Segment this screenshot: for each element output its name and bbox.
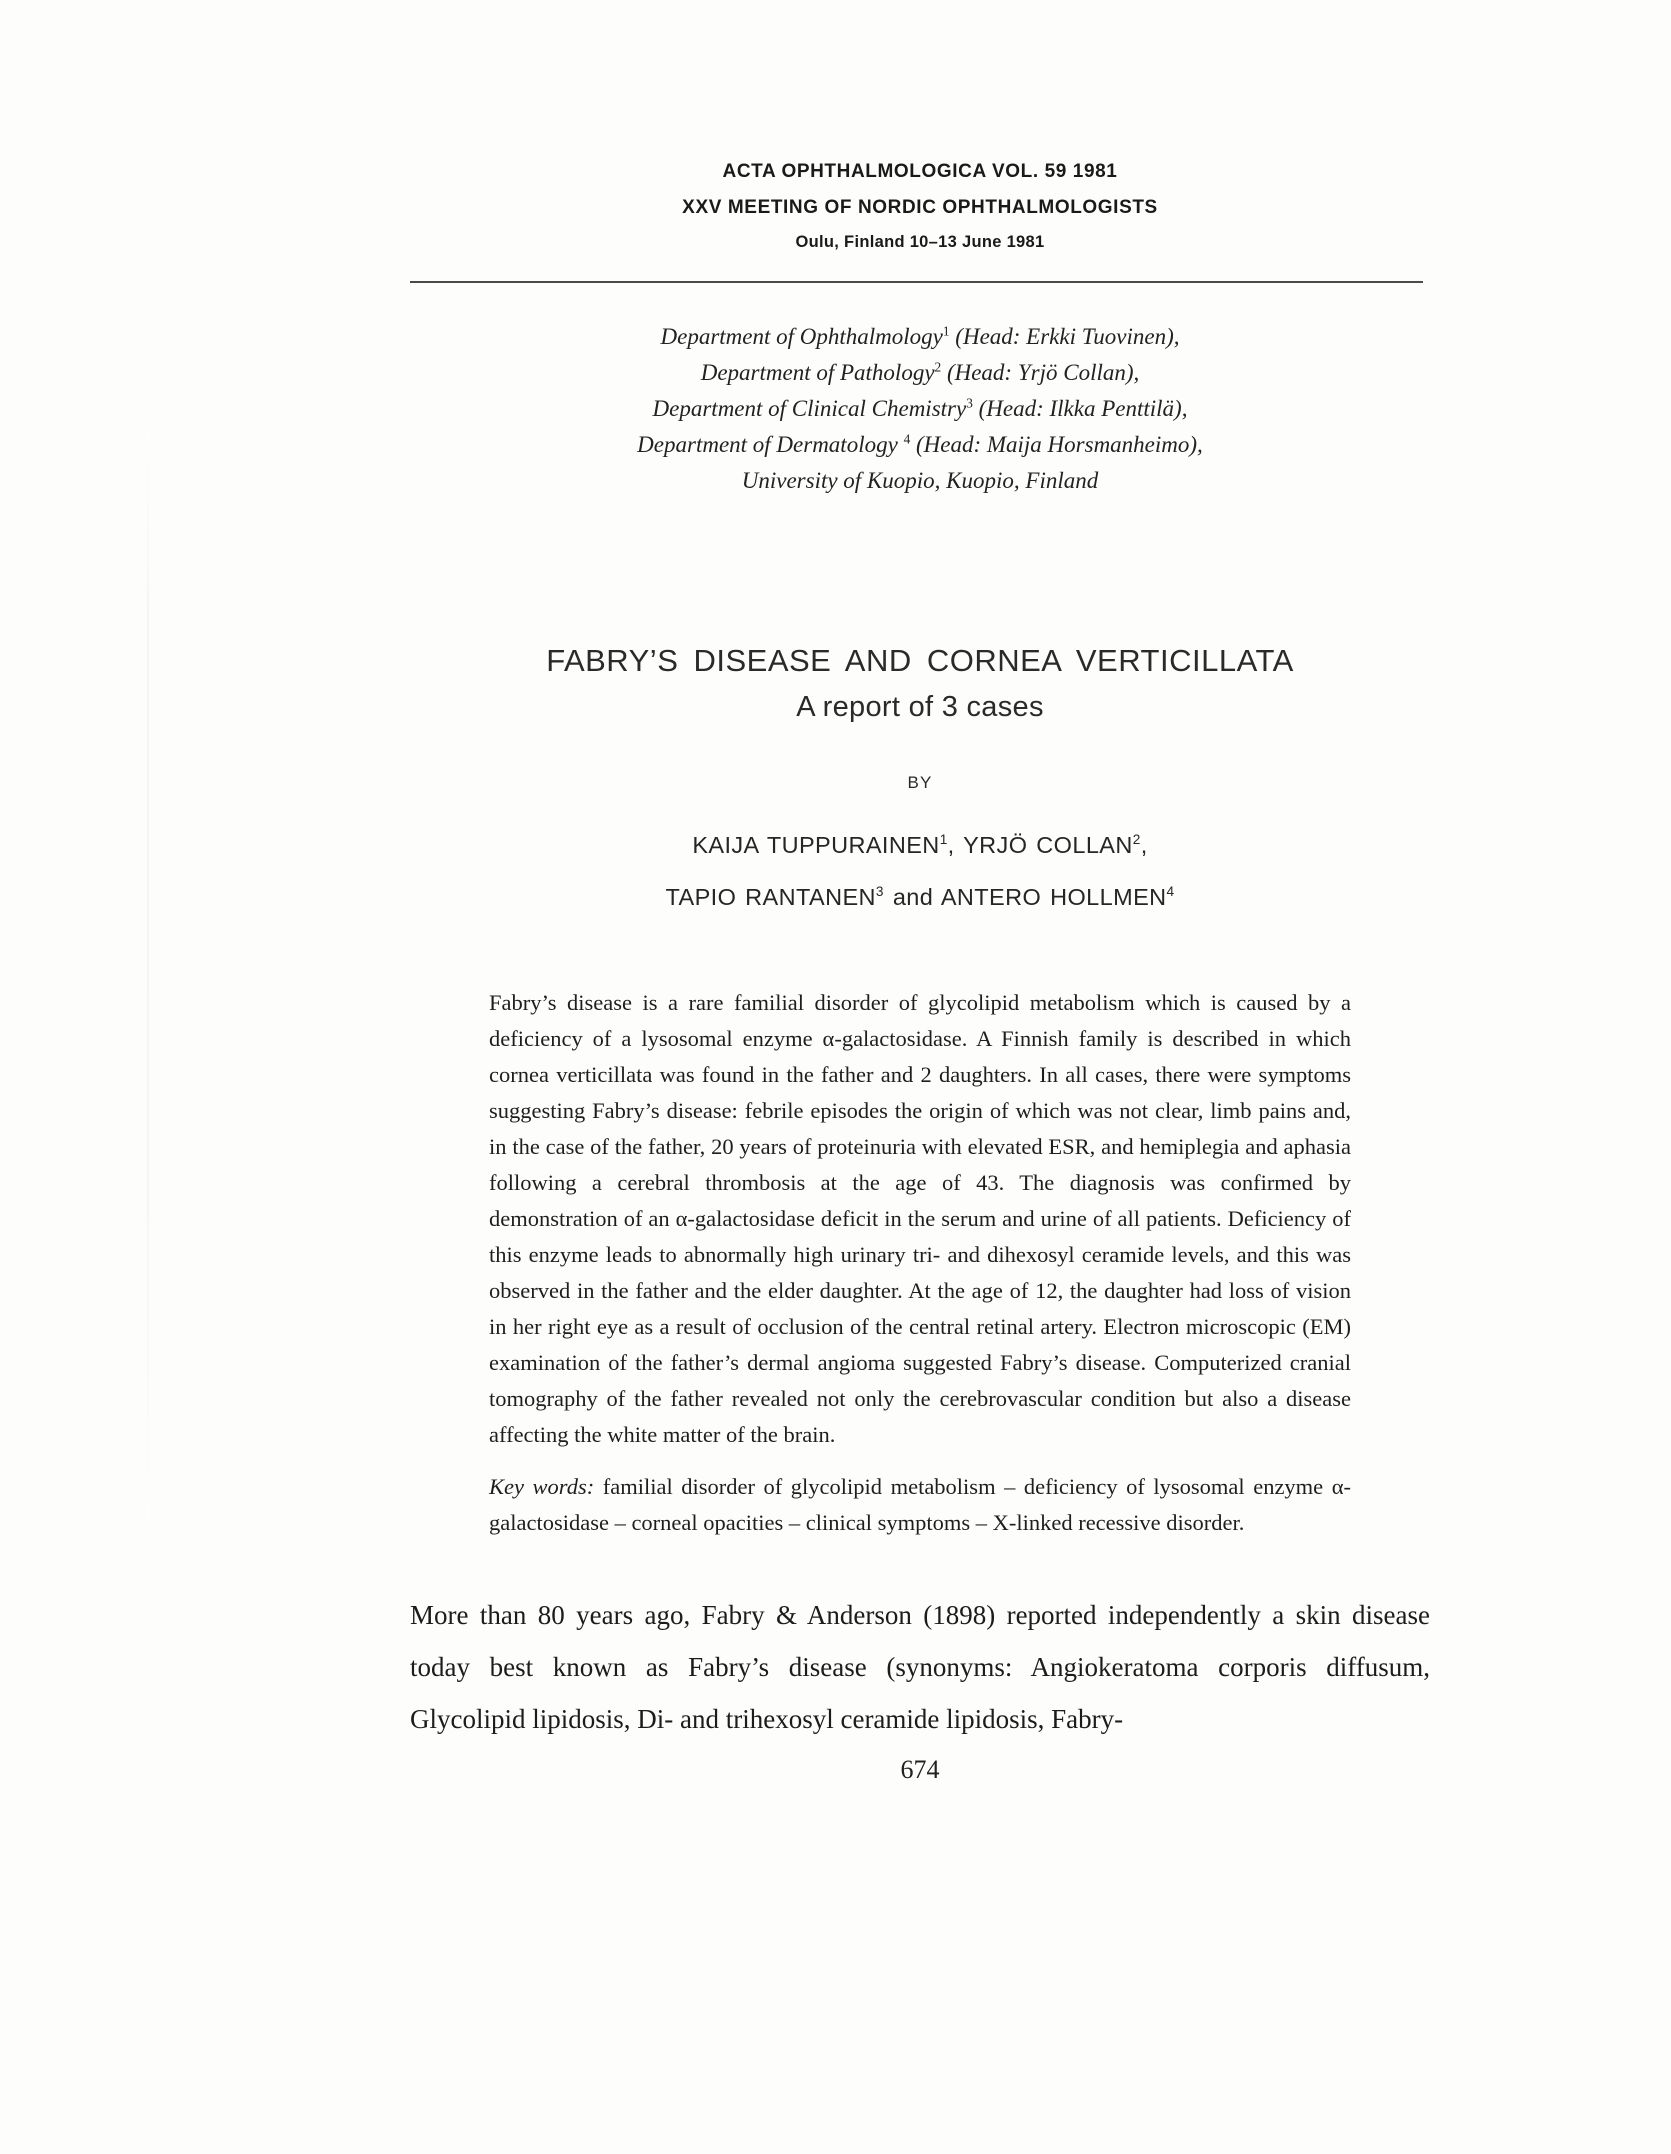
keywords-label: Key words:: [489, 1473, 595, 1499]
journal-title-line: ACTA OPHTHALMOLOGICA VOL. 59 1981: [722, 161, 1118, 182]
author-line: [410, 871, 1430, 923]
meeting-title-line: XXV MEETING OF NORDIC OPHTHALMOLOGISTS: [682, 197, 1158, 218]
affiliation-superscript: 1: [942, 322, 950, 338]
affiliation-head-text: (Head: Erkki Tuovinen),: [949, 323, 1180, 349]
author-line: [410, 819, 1430, 871]
author-superscript: 4: [1166, 883, 1175, 899]
author-superscript: 2: [1132, 831, 1141, 847]
author-line-tail: ,: [1140, 831, 1148, 858]
header-divider-rule: [410, 281, 1423, 283]
affiliation-superscript: 3: [966, 394, 973, 410]
journal-header: [410, 162, 1430, 251]
affiliation-line-university: [410, 463, 1430, 499]
affiliation-head-text: (Head: Yrjö Collan),: [941, 359, 1140, 385]
affiliation-text: Department of Ophthalmology: [660, 323, 943, 349]
article-subtitle: A report of 3 cases: [796, 690, 1044, 723]
affiliation-text: Department of Pathology: [700, 359, 935, 385]
author-name: TAPIO RANTANEN: [665, 883, 876, 910]
keywords-paragraph: [489, 1469, 1351, 1541]
abstract-paragraph: Fabry’s disease is a rare familial disorder of glycolipid metabolism which is caused by a deficiency of a lysosomal enzyme α-galactosidase. A Finnish family is described in which cornea verticillata was found in the father and 2 daughters. In all cases, there were symptoms suggesting Fabry’s disease: febrile episodes the origin of which was not clear, limb pains and, in the case of the father, 20 years of proteinuria with elevated ESR, and hemiplegia and aphasia following a cerebral thrombosis at the age of 43. The diagnosis was confirmed by demonstration of an α-galactosidase deficit in the serum and urine of all patients. Deficiency of this enzyme leads to abnormally high urinary tri- and dihexosyl ceramide levels, and this was observed in the father and the elder daughter. At the age of 12, the daughter had loss of vision in her right eye as a result of occlusion of the central retinal artery. Electron microscopic (EM) examination of the father’s dermal angioma suggested Fabry’s disease. Computerized cranial tomography of the father revealed not only the cerebrovascular condition but also a disease affecting the white matter of the brain.: [489, 989, 1351, 1447]
page-number: 674: [900, 1754, 940, 1784]
content-column: [410, 162, 1430, 1785]
author-name: and ANTERO HOLLMEN: [883, 883, 1167, 910]
author-name: KAIJA TUPPURAINEN: [692, 831, 940, 858]
meeting-location-date-line: Oulu, Finland 10–13 June 1981: [795, 233, 1045, 251]
affiliation-superscript: 2: [934, 358, 942, 374]
affiliation-text: Department of Clinical Chemistry: [652, 395, 967, 421]
affiliation-head-text: (Head: Ilkka Penttilä),: [972, 395, 1188, 421]
affiliation-text: University of Kuopio, Kuopio, Finland: [741, 467, 1099, 493]
affiliation-line: [410, 355, 1430, 391]
affiliation-line: [410, 427, 1430, 463]
authors-block: [410, 819, 1430, 923]
keywords-text: familial disorder of glycolipid metabolism – deficiency of lysosomal enzyme α-galactosidase – corneal opacities – clinical symptoms – X-linked recessive disorder.: [489, 1473, 1351, 1535]
affiliation-text: Department of Dermatology: [637, 431, 904, 457]
affiliations-block: [410, 319, 1430, 499]
by-label: BY: [907, 772, 933, 792]
affiliation-line: [410, 319, 1430, 355]
article-title: FABRY’S DISEASE AND CORNEA VERTICILLATA: [546, 642, 1294, 678]
body-paragraph: More than 80 years ago, Fabry & Anderson (1898) reported independently a skin disease today best known as Fabry’s disease (synonyms: Angiokeratoma corporis diffusum, Glycolipid lipidosis, Di- and trihexosyl ceramide lipidosis, Fabry-: [410, 1599, 1430, 1734]
affiliation-line: [410, 391, 1430, 427]
affiliation-head-text: (Head: Maija Horsmanheimo),: [910, 431, 1203, 457]
author-superscript: 1: [939, 831, 948, 847]
author-name: , YRJÖ COLLAN: [947, 831, 1133, 858]
author-superscript: 3: [875, 883, 884, 899]
affiliation-superscript: 4: [903, 430, 911, 446]
scan-edge-artifact: [147, 430, 149, 1520]
